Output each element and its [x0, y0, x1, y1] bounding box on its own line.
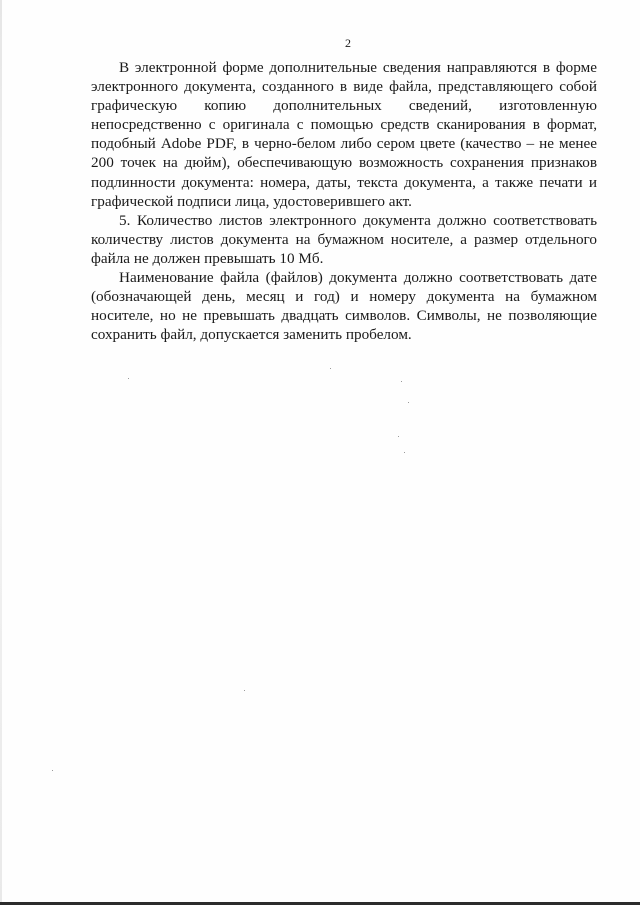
scan-artifact	[404, 452, 405, 453]
scan-artifact	[330, 368, 331, 369]
scan-artifact	[408, 402, 409, 403]
scan-artifact	[52, 770, 53, 771]
scan-left-edge	[0, 0, 2, 905]
scan-artifact	[401, 381, 402, 382]
scan-artifact	[398, 436, 399, 437]
paragraph-electronic-form: В электронной форме дополнительные сведения направляются в форме электронного документа, созданного в виде файла, представляющего собой графическую копию дополнительных сведений, изготовленную непосредственно с оригинала с помощью средств сканирования в формат, подобный Adobe PDF, в черно-белом либо сером цвете (качество – не менее 200 точек на дюйм), обеспечивающую возможность сохранения признаков подлинности документа: номера, даты, текста документа, а также печати и графической подписи лица, удостоверившего акт.	[91, 59, 597, 210]
scan-artifact	[244, 690, 245, 691]
page-number: 2	[345, 36, 351, 50]
paragraph-file-name: Наименование файла (файлов) документа должно соответствовать дате (обозначающей день, месяц и год) и номеру документа на бумажном носителе, но не превышать двадцать символов. Символы, не позволяющие сохранить файл, допускается заменить пробелом.	[91, 269, 597, 344]
document-body	[91, 58, 597, 344]
scan-artifact	[128, 378, 129, 379]
paragraph-sheet-count: 5. Количество листов электронного документа должно соответствовать количеству листов документа на бумажном носителе, а размер отдельного файла не должен превышать 10 Мб.	[91, 211, 597, 267]
